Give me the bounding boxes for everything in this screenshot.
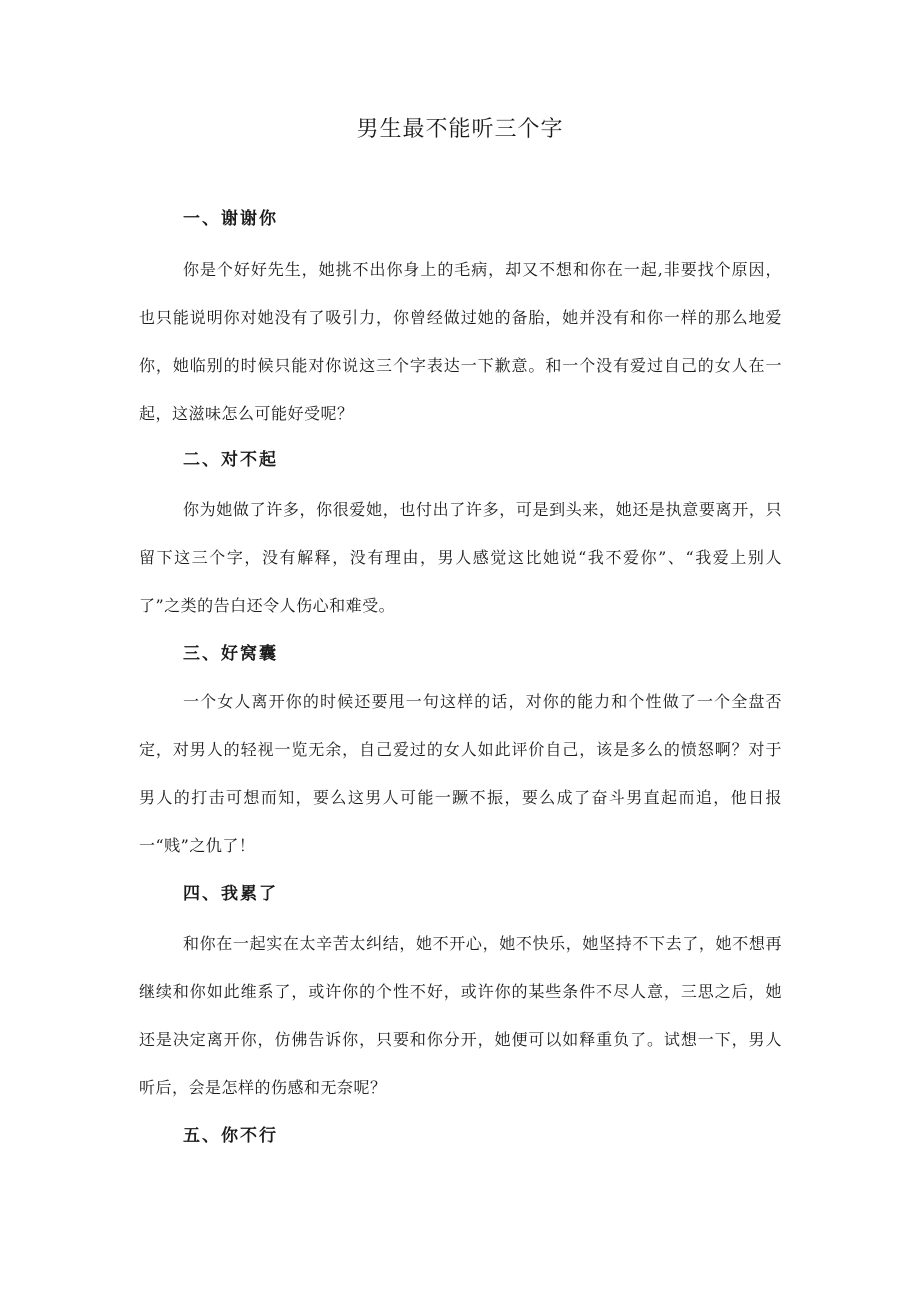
section-paragraph: 你为她做了许多，你很爱她，也付出了许多，可是到头来，她还是执意要离开，只留下这三个字，没有解释，没有理由，男人感觉这比她说“我不爱你”、“我爱上别人了”之类的告白还令人伤心和难受。 <box>139 500 782 615</box>
section-heading: 四、我累了 <box>183 884 278 904</box>
document-title: 男生最不能听三个字 <box>356 117 564 142</box>
section-paragraph: 你是个好好先生，她挑不出你身上的毛病，却又不想和你在一起,非要找个原因，也只能说明你对她没有了吸引力，你曾经做过她的备胎，她并没有和你一样的那么地爱你，她临别的时候只能对你说这三个字表达一下歉意。和一个没有爱过自己的女人在一起，这滋味怎么可能好受呢？ <box>139 260 782 423</box>
section-heading: 一、谢谢你 <box>183 209 278 229</box>
section-heading: 二、对不起 <box>183 450 278 470</box>
section-paragraph: 和你在一起实在太辛苦太纠结，她不开心，她不快乐，她坚持不下去了，她不想再继续和你如此维系了，或许你的个性不好，或许你的某些条件不尽人意，三思之后，她还是决定离开你，仿佛告诉你，只要和你分开，她便可以如释重负了。试想一下，男人听后，会是怎样的伤感和无奈呢？ <box>139 934 782 1097</box>
section-heading: 三、好窝囊 <box>183 644 278 664</box>
section-paragraph: 一个女人离开你的时候还要甩一句这样的话，对你的能力和个性做了一个全盘否定，对男人的轻视一览无余，自己爱过的女人如此评价自己，该是多么的愤怒啊？对于男人的打击可想而知，要么这男人可能一蹶不振，要么成了奋斗男直起而追，他日报一“贱”之仇了！ <box>139 692 782 855</box>
section-heading: 五、你不行 <box>183 1126 278 1146</box>
